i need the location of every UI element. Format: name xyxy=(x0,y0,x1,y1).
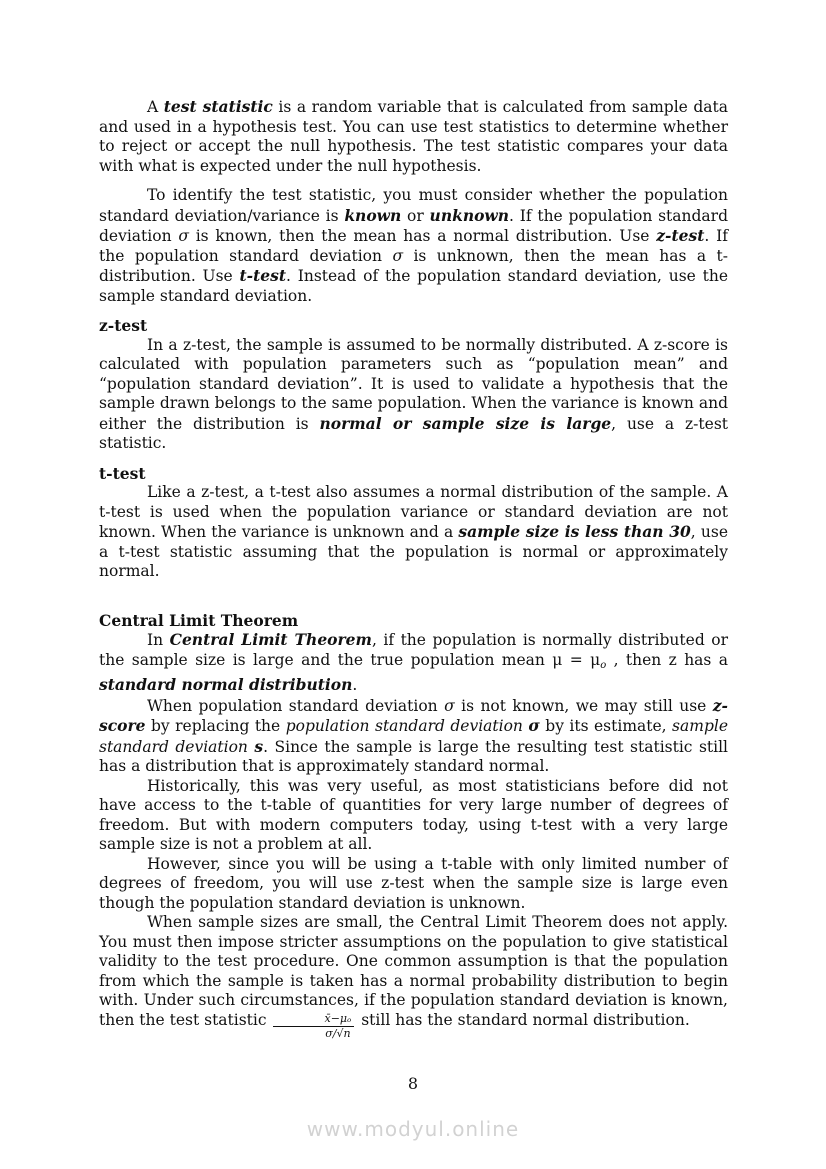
text-run: σ xyxy=(444,696,455,715)
text-run: z-test xyxy=(656,226,705,245)
text-run: unknown xyxy=(429,205,510,225)
text-run: A xyxy=(147,98,164,116)
text-run: Central Limit Theorem xyxy=(169,630,372,649)
text-run: known xyxy=(344,205,402,225)
text-run: s xyxy=(254,736,264,756)
text-run: , then z has a xyxy=(606,650,729,669)
section-heading: z-test xyxy=(99,316,148,335)
section-heading: Central Limit Theorem xyxy=(99,610,299,630)
paragraph xyxy=(99,186,728,306)
text-run: by its estimate, xyxy=(539,717,673,735)
text-run: In a z-test, the sample is assumed to be normally distributed. A z-score is calculated with population parameters such as “population mean” and “population standard deviation”. It is used to validate a hypothesis that the sample drawn belongs to the same population. When the variance is known and either the distribution is xyxy=(99,335,728,433)
text-run: Historically, this was very useful, as most statisticians before did not have access to the t-table of quantities for very large number of degrees of freedom. But with modern computers today, using t-test with a very large sample size is not a problem at all. xyxy=(99,776,728,853)
text-run: . If the population standard deviation xyxy=(99,227,728,265)
formula-fraction xyxy=(271,1013,356,1040)
text-run: Like a z-test, a t-test also assumes a normal distribution of the sample. A t-test is used when the population variance or standard deviation are not known. When the variance is unknown and a xyxy=(99,483,728,541)
formula-denominator: σ/√n xyxy=(325,1026,351,1040)
text-run: or xyxy=(401,206,430,225)
paragraph xyxy=(99,777,728,855)
text-run: by replacing the xyxy=(145,717,286,735)
text-run: . xyxy=(352,676,358,694)
document-body xyxy=(99,97,728,1040)
paragraph xyxy=(99,336,728,454)
text-run: σ xyxy=(392,246,404,265)
text-run: is a random variable that is calculated from sample data and used in a hypothesis test. You can use test statistics to determine whether to reject or accept the null hypothesis. The test statistic compares your data with what is expected under the null hypothesis. xyxy=(99,98,729,175)
text-run: , if the population is normally distributed or the sample size is large and the true population mean μ = μ xyxy=(99,631,728,669)
text-run: standard normal distribution xyxy=(99,675,353,694)
text-run: normal or sample size is large xyxy=(319,413,612,433)
text-run: , use a t-test statistic assuming that the population is normal or approximately normal. xyxy=(99,523,728,580)
text-run: When population standard deviation xyxy=(147,696,445,715)
formula-numerator: x̄−μₒ xyxy=(273,1013,354,1027)
text-run: sample size is less than 30 xyxy=(458,522,691,541)
text-run: When sample sizes are small, the Central Limit Theorem does not apply. You must then impose stricter assumptions on the population to give statistical validity to the test procedure. One common assumption is that the population from which the sample is taken has a normal probability distribution to begin with. Under such circumstances, if the population standard deviation is known, then the test statistic xyxy=(99,913,728,1029)
text-run: still has the standard normal distribution. xyxy=(356,1010,690,1029)
paragraph xyxy=(99,696,728,777)
text-run: , use a z-test statistic. xyxy=(99,414,729,452)
text-run: is known, then the mean has a normal distribution. Use xyxy=(188,227,657,245)
section-heading: t-test xyxy=(99,463,146,483)
text-run: sample standard deviation xyxy=(99,717,728,756)
text-run: . Instead of the population standard deviation, use the sample standard deviation. xyxy=(99,267,728,305)
paragraph xyxy=(99,913,728,1040)
page-number: 8 xyxy=(407,1074,419,1093)
text-run: However, since you will be using a t-table with only limited number of degrees of freedom, you will use z-test when the sample size is large even though the population standard deviation is unknown. xyxy=(99,854,728,912)
text-run: z-score xyxy=(99,695,728,735)
text-run: . Since the sample is large the resulting test statistic still has a distribution that is approximately standard normal. xyxy=(99,737,728,775)
text-run: To identify the test statistic, you must consider whether the population standard deviation/variance is xyxy=(99,186,728,225)
watermark: www.modyul.online xyxy=(306,1117,520,1141)
text-run: is unknown, then the mean has a t- distribution. Use xyxy=(99,246,728,285)
text-run: test statistic xyxy=(163,97,273,116)
paragraph xyxy=(99,97,728,176)
paragraph xyxy=(99,855,728,914)
text-run: σ xyxy=(528,716,540,735)
text-run: is not known, we may still use xyxy=(454,696,713,715)
text-run: o xyxy=(600,659,607,671)
paragraph xyxy=(99,630,728,696)
text-run: . If the population standard deviation xyxy=(99,206,729,245)
text-run: population standard deviation xyxy=(285,717,529,735)
text-run: In xyxy=(147,631,170,649)
paragraph xyxy=(99,483,728,582)
text-run: σ xyxy=(178,227,189,245)
text-run: t-test xyxy=(239,266,287,285)
